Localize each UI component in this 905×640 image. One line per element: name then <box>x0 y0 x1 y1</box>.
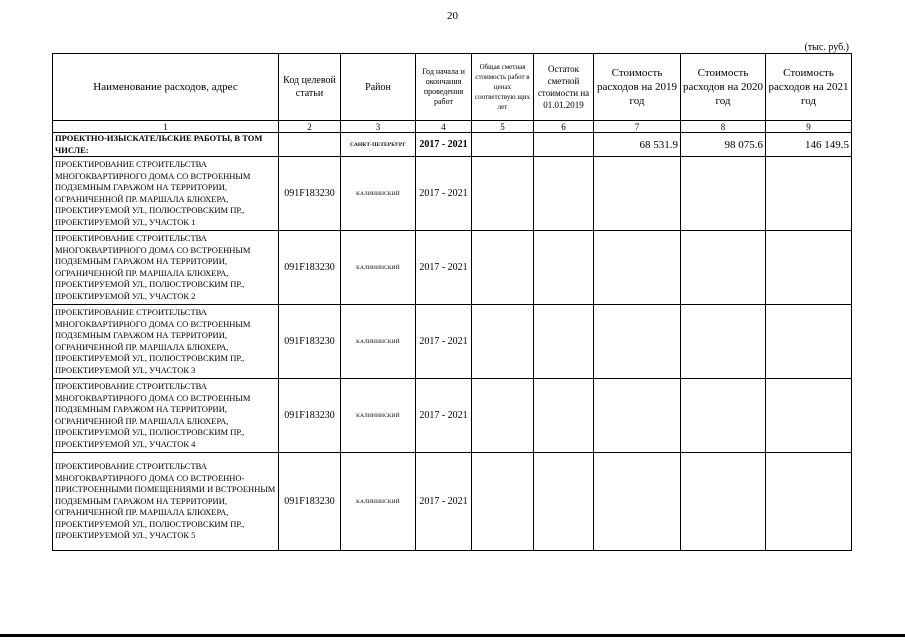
table-row <box>53 157 852 231</box>
table-row <box>53 453 852 551</box>
row-code: 091F183230 <box>279 379 341 453</box>
row-years: 2017 - 2021 <box>416 453 472 551</box>
table-row <box>53 231 852 305</box>
header-cost-2021: Стоимость расходов на 2021 год <box>766 54 852 121</box>
row-cost-2020 <box>681 305 766 379</box>
row-cost-2020 <box>681 157 766 231</box>
summary-cost-2020: 98 075.6 <box>681 133 766 157</box>
row-district: КАЛИНИНСКИЙ <box>341 453 416 551</box>
column-number: 9 <box>766 121 852 133</box>
row-code: 091F183230 <box>279 157 341 231</box>
column-number: 1 <box>53 121 279 133</box>
table-row <box>53 379 852 453</box>
expenses-table <box>52 53 852 551</box>
row-cost-2021 <box>766 453 852 551</box>
row-cost-2019 <box>594 305 681 379</box>
row-cost-2020 <box>681 231 766 305</box>
units-label: (тыс. руб.) <box>804 42 849 53</box>
row-name: ПРОЕКТИРОВАНИЕ СТРОИТЕЛЬСТВА МНОГОКВАРТИРНОГО ДОМА СО ВСТРОЕННЫМ ПОДЗЕМНЫМ ГАРАЖОМ НА ТЕРРИТОРИИ, ОГРАНИЧЕННОЙ ПР. МАРШАЛА БЛЮХЕРА, ПРОЕКТИРУЕМОЙ УЛ., ПОЛЮСТРОВСКИМ ПР., ПРОЕКТИРУЕМОЙ УЛ., УЧАСТОК 1 <box>53 157 279 231</box>
row-cost-2020 <box>681 379 766 453</box>
row-cost-2019 <box>594 231 681 305</box>
column-number: 6 <box>534 121 594 133</box>
row-years: 2017 - 2021 <box>416 157 472 231</box>
column-number: 8 <box>681 121 766 133</box>
summary-name: ПРОЕКТНО-ИЗЫСКАТЕЛЬСКИЕ РАБОТЫ, В ТОМ ЧИСЛЕ: <box>53 133 279 157</box>
column-number: 2 <box>279 121 341 133</box>
row-name: ПРОЕКТИРОВАНИЕ СТРОИТЕЛЬСТВА МНОГОКВАРТИРНОГО ДОМА СО ВСТРОЕННО-ПРИСТРОЕННЫМИ ПОМЕЩЕНИЯМИ И ВСТРОЕННЫМ ПОДЗЕМНЫМ ГАРАЖОМ НА ТЕРРИТОРИИ, ОГРАНИЧЕННОЙ ПР. МАРШАЛА БЛЮХЕРА, ПРОЕКТИРУЕМОЙ УЛ., ПОЛЮСТРОВСКИМ ПР., ПРОЕКТИРУЕМОЙ УЛ., УЧАСТОК 5 <box>53 453 279 551</box>
header-code: Код целевой статьи <box>279 54 341 121</box>
column-number: 7 <box>594 121 681 133</box>
row-district: КАЛИНИНСКИЙ <box>341 231 416 305</box>
header-cost-2020: Стоимость расходов на 2020 год <box>681 54 766 121</box>
row-years: 2017 - 2021 <box>416 379 472 453</box>
row-cost-2019 <box>594 379 681 453</box>
row-code: 091F183230 <box>279 305 341 379</box>
summary-total-cost <box>472 133 534 157</box>
column-number: 3 <box>341 121 416 133</box>
row-code: 091F183230 <box>279 231 341 305</box>
page-number: 20 <box>447 10 458 22</box>
row-cost-2021 <box>766 231 852 305</box>
summary-remainder <box>534 133 594 157</box>
row-total-cost <box>472 157 534 231</box>
row-remainder <box>534 379 594 453</box>
row-total-cost <box>472 231 534 305</box>
row-total-cost <box>472 305 534 379</box>
column-number: 4 <box>416 121 472 133</box>
row-years: 2017 - 2021 <box>416 231 472 305</box>
header-years: Год начала и окончания проведения работ <box>416 54 472 121</box>
row-district: КАЛИНИНСКИЙ <box>341 305 416 379</box>
summary-years: 2017 - 2021 <box>416 133 472 157</box>
header-row <box>53 54 852 121</box>
table-row <box>53 305 852 379</box>
summary-cost-2021: 146 149.5 <box>766 133 852 157</box>
row-remainder <box>534 305 594 379</box>
footer-rule <box>0 634 905 637</box>
header-total-cost: Общая сметная стоимость работ в ценах соответствую щих лет <box>472 54 534 121</box>
row-years: 2017 - 2021 <box>416 305 472 379</box>
column-number: 5 <box>472 121 534 133</box>
row-remainder <box>534 157 594 231</box>
header-district: Район <box>341 54 416 121</box>
row-name: ПРОЕКТИРОВАНИЕ СТРОИТЕЛЬСТВА МНОГОКВАРТИРНОГО ДОМА СО ВСТРОЕННЫМ ПОДЗЕМНЫМ ГАРАЖОМ НА ТЕРРИТОРИИ, ОГРАНИЧЕННОЙ ПР. МАРШАЛА БЛЮХЕРА, ПРОЕКТИРУЕМОЙ УЛ., ПОЛЮСТРОВСКИМ ПР., ПРОЕКТИРУЕМОЙ УЛ., УЧАСТОК 2 <box>53 231 279 305</box>
summary-district: САНКТ-ПЕТЕРБУРГ <box>341 133 416 157</box>
column-number-row <box>53 121 852 133</box>
row-district: КАЛИНИНСКИЙ <box>341 379 416 453</box>
row-cost-2020 <box>681 453 766 551</box>
header-remainder: Остаток сметной стоимости на 01.01.2019 <box>534 54 594 121</box>
summary-code <box>279 133 341 157</box>
row-remainder <box>534 453 594 551</box>
summary-row <box>53 133 852 157</box>
row-cost-2019 <box>594 157 681 231</box>
row-code: 091F183230 <box>279 453 341 551</box>
header-cost-2019: Стоимость расходов на 2019 год <box>594 54 681 121</box>
row-cost-2021 <box>766 157 852 231</box>
summary-cost-2019: 68 531.9 <box>594 133 681 157</box>
row-total-cost <box>472 453 534 551</box>
row-cost-2019 <box>594 453 681 551</box>
row-cost-2021 <box>766 379 852 453</box>
row-name: ПРОЕКТИРОВАНИЕ СТРОИТЕЛЬСТВА МНОГОКВАРТИРНОГО ДОМА СО ВСТРОЕННЫМ ПОДЗЕМНЫМ ГАРАЖОМ НА ТЕРРИТОРИИ, ОГРАНИЧЕННОЙ ПР. МАРШАЛА БЛЮХЕРА, ПРОЕКТИРУЕМОЙ УЛ., ПОЛЮСТРОВСКИМ ПР., ПРОЕКТИРУЕМОЙ УЛ., УЧАСТОК 3 <box>53 305 279 379</box>
row-cost-2021 <box>766 305 852 379</box>
header-name: Наименование расходов, адрес <box>53 54 279 121</box>
row-name: ПРОЕКТИРОВАНИЕ СТРОИТЕЛЬСТВА МНОГОКВАРТИРНОГО ДОМА СО ВСТРОЕННЫМ ПОДЗЕМНЫМ ГАРАЖОМ НА ТЕРРИТОРИИ, ОГРАНИЧЕННОЙ ПР. МАРШАЛА БЛЮХЕРА, ПРОЕКТИРУЕМОЙ УЛ., ПОЛЮСТРОВСКИМ ПР., ПРОЕКТИРУЕМОЙ УЛ., УЧАСТОК 4 <box>53 379 279 453</box>
row-remainder <box>534 231 594 305</box>
row-total-cost <box>472 379 534 453</box>
row-district: КАЛИНИНСКИЙ <box>341 157 416 231</box>
